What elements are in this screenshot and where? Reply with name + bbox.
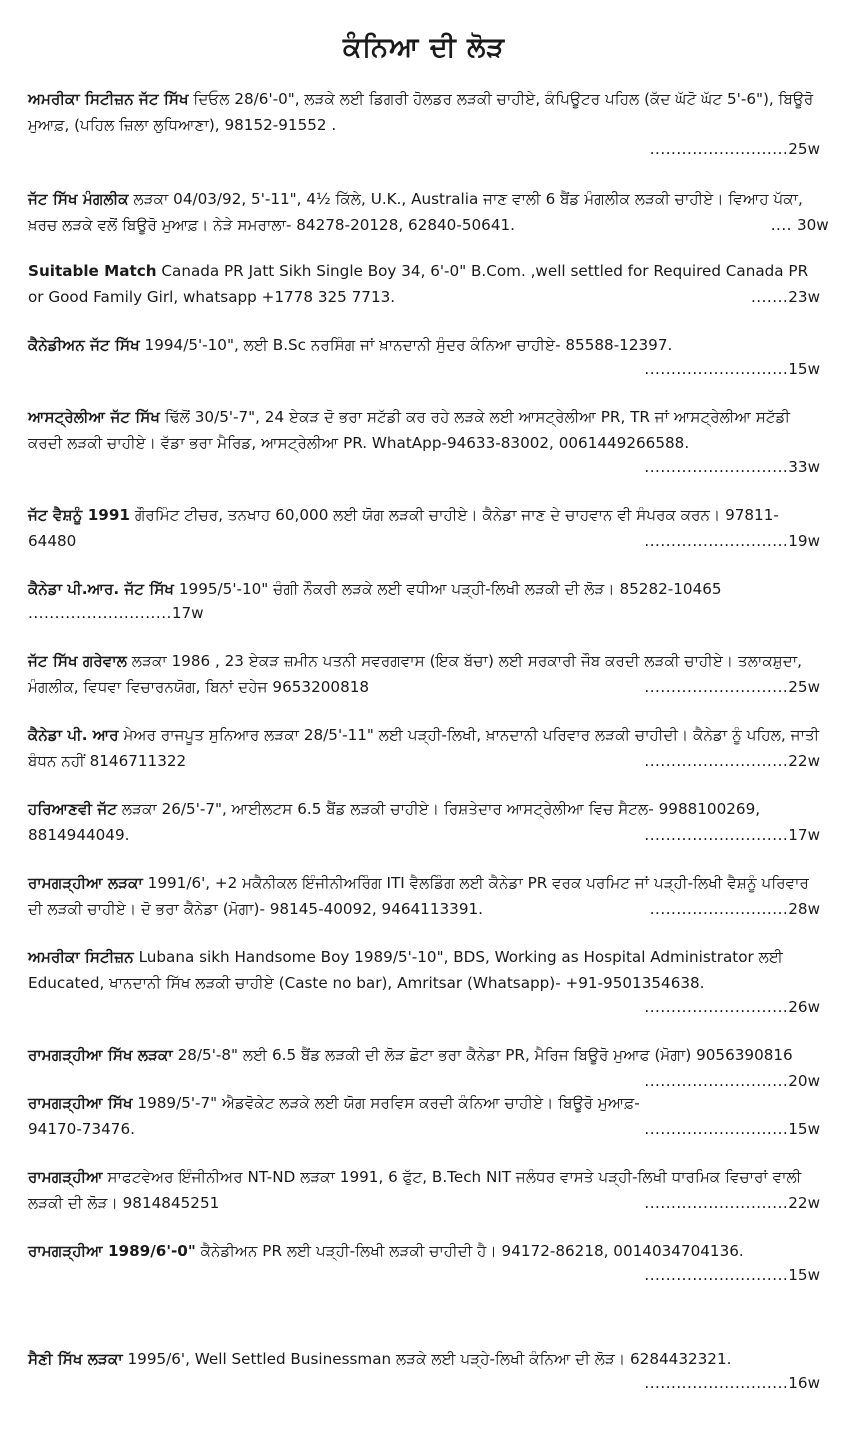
ad-code: 19w [788, 532, 820, 550]
ad-body: 1991/6', +2 ਮਕੈਨੀਕਲ ਇੰਜੀਨੀਅਰਿੰਗ ITI ਵੈਲਡਿੰਗ ਲਈ ਕੈਨੇਡਾ PR ਵਰਕ ਪਰਮਿਟ ਜਾਂ ਪੜ੍ਹੀ-ਲਿਖੀ ਵੈਸ਼ਨੂੰ ਪਰਿਵਾਰ ਦੀ ਲੜਕੀ ਚਾਹੀਏ। ਦੋ ਭਰਾ ਕੈਨੇਡਾ (ਮੋਗਾ)- 98145-40092, 9464113391. [28, 874, 809, 918]
ad-lead: ਅਮਰੀਕਾ ਸਿਟੀਜ਼ਨ ਜੱਟ ਸਿੱਖ [28, 90, 189, 108]
ad-body: ਲੜਕਾ 1986 , 23 ਏਕੜ ਜ਼ਮੀਨ ਪਤਨੀ ਸਵਰਗਵਾਸ (ਇਕ ਬੱਚਾ) ਲਈ ਸਰਕਾਰੀ ਜੌਬ ਕਰਦੀ ਲੜਕੀ ਚਾਹੀਏ। ਤਲਾਕਸ਼ੁਦਾ, ਮੰਗਲੀਕ, ਵਿਧਵਾ ਵਿਚਾਰਨਯੋਗ, ਬਿਨਾਂ ਦਹੇਜ 9653200818 [28, 652, 803, 696]
ad-dots: .......................... [649, 140, 789, 158]
ad-body: 1995/5'-10" ਚੰਗੀ ਨੌਕਰੀ ਲੜਕੇ ਲਈ ਵਧੀਆ ਪੜ੍ਹੀ-ਲਿਖੀ ਲੜਕੀ ਦੀ ਲੋੜ। 85282-10465 [174, 580, 722, 598]
ad-code: 26w [788, 998, 820, 1016]
ad-code: 23w [788, 288, 820, 306]
ad-body: ਗੌਰਮਿੰਟ ਟੀਚਰ, ਤਨਖਾਹ 60,000 ਲਈ ਯੋਗ ਲੜਕੀ ਚਾਹੀਏ। ਕੈਨੇਡਾ ਜਾਣ ਦੇ ਚਾਹਵਾਨ ਵੀ ਸੰਪਰਕ ਕਰਨ। 97811-64480 [28, 506, 779, 550]
ad-dots: ....... [750, 288, 789, 306]
ad-code: 25w [788, 140, 820, 158]
ad-dots: ........................... [644, 1072, 789, 1090]
ad-body: 1989/5'-7" ਐਡਵੋਕੇਟ ਲੜਕੇ ਲਈ ਯੋਗ ਸਰਵਿਸ ਕਰਦੀ ਕੰਨਿਆ ਚਾਹੀਏ। ਬਿਊਰੋ ਮੁਆਫ਼- 94170-73476. [28, 1094, 640, 1138]
ad-footer [28, 454, 820, 480]
ad-item [28, 1346, 820, 1396]
ad-lead: ਰਾਮਗੜ੍ਹੀਆ ਸਿੱਖ [28, 1094, 133, 1112]
ad-item [28, 332, 820, 382]
ad-item [28, 576, 820, 626]
ad-dots: ........................... [644, 458, 789, 476]
page-title: ਕੰਨਿਆ ਦੀ ਲੋੜ [342, 32, 506, 63]
ad-lead: ਰਾਮਗੜ੍ਹੀਆ [28, 1168, 103, 1186]
ad-item [28, 1238, 820, 1288]
ad-dots: ........................... [644, 1120, 789, 1138]
ad-dots: ........................... [28, 604, 172, 622]
ad-body: ਸਾਫਟਵੇਅਰ ਇੰਜੀਨੀਅਰ NT-ND ਲੜਕਾ 1991, 6 ਫੁੱਟ, B.Tech NIT ਜਲੰਧਰ ਵਾਸਤੇ ਪੜ੍ਹੀ-ਲਿਖੀ ਧਾਰਮਿਕ ਵਿਚਾਰਾਂ ਵਾਲੀ ਲੜਕੀ ਦੀ ਲੋੜ। 9814845251 [28, 1168, 802, 1212]
ad-body: ਕੈਨੇਡੀਅਨ PR ਲਈ ਪੜ੍ਹੀ-ਲਿਖੀ ਲੜਕੀ ਚਾਹੀਦੀ ਹੈ। 94172-86218, 0014034704136. [195, 1242, 744, 1260]
ad-body: ਮੇਅਰ ਰਾਜਪੂਤ ਸੁਨਿਆਰ ਲੜਕਾ 28/5'-11" ਲਈ ਪੜ੍ਹੀ-ਲਿਖੀ, ਖ਼ਾਨਦਾਨੀ ਪਰਿਵਾਰ ਲੜਕੀ ਚਾਹੀਦੀ। ਕੈਨੇਡਾ ਨੂੰ ਪਹਿਲ, ਜਾਤੀ ਬੰਧਨ ਨਹੀਂ 8146711322 [28, 726, 820, 770]
ad-item [28, 870, 820, 922]
ad-code: 22w [788, 752, 820, 770]
ad-body: ਢਿੱਲੋਂ 30/5'-7", 24 ਏਕੜ ਦੋ ਭਰਾ ਸਟੱਡੀ ਕਰ ਰਹੇ ਲੜਕੇ ਲਈ ਆਸਟ੍ਰੇਲੀਆ PR, TR ਜਾਂ ਆਸਟ੍ਰੇਲੀਆ ਸਟੱਡੀ ਕਰਦੀ ਲੜਕੀ ਚਾਹੀਏ। ਵੱਡਾ ਭਰਾ ਮੈਰਿਡ, ਆਸਟ੍ਰੇਲੀਆ PR. WhatApp-94633-83002, 0061449266588. [28, 408, 791, 452]
ad-item [28, 86, 820, 162]
ad-lead: ਹਰਿਆਣਵੀ ਜੱਟ [28, 800, 118, 818]
ad-code: 33w [788, 458, 820, 476]
ad-dots: ........................... [644, 998, 789, 1016]
ad-footer [28, 136, 820, 162]
ad-body: Lubana sikh Handsome Boy 1989/5'-10", BDS, Working as Hospital Administrator ਲਈ Educated, ਖਾਨਦਾਨੀ ਸਿੱਖ ਲੜਕੀ ਚਾਹੀਏ (Caste no bar), Amritsar (Whatsapp)- +91-9501354638. [28, 948, 783, 992]
ad-footer [28, 1370, 820, 1396]
ad-lead: ਅਮਰੀਕਾ ਸਿਟੀਜ਼ਨ [28, 948, 134, 966]
ad-body: ਦਿਓਲ 28/6'-0", ਲੜਕੇ ਲਈ ਡਿਗਰੀ ਹੋਲਡਰ ਲੜਕੀ ਚਾਹੀਏ, ਕੰਪਿਊਟਰ ਪਹਿਲ (ਕੱਦ ਘੱਟੋ ਘੱਟ 5'-6"), ਬਿਊਰੋ ਮੁਆਫ਼, (ਪਹਿਲ ਜ਼ਿਲਾ ਲੁਧਿਆਣਾ), 98152-91552 . [28, 90, 814, 134]
ad-footer [28, 1262, 820, 1288]
ad-dots: ........................... [644, 678, 789, 696]
ad-dots: ........................... [644, 1266, 789, 1284]
ad-item [28, 1042, 820, 1090]
ad-code: 15w [788, 1120, 820, 1138]
ad-body: ਲੜਕਾ 04/03/92, 5'-11", 4½ ਕਿੱਲੇ, U.K., Australia ਜਾਣ ਵਾਲੀ 6 ਬੈਂਡ ਮੰਗਲੀਕ ਲੜਕੀ ਚਾਹੀਏ। ਵਿਆਹ ਪੱਕਾ, ਖ਼ਰਚ ਲੜਕੇ ਵਲੋਂ ਬਿਊਰੋ ਮੁਆਫ਼। ਨੇੜੇ ਸਮਰਾਲਾ- 84278-20128, 62840-50641. [28, 190, 803, 234]
ad-lead: ਕੈਨੇਡੀਅਨ ਜੱਟ ਸਿੱਖ [28, 336, 140, 354]
ad-lead: Suitable Match [28, 262, 157, 280]
ad-code: 17w [171, 604, 204, 622]
ad-item [28, 722, 820, 774]
ad-body: ਲੜਕਾ 26/5'-7", ਆਈਲਟਸ 6.5 ਬੈਂਡ ਲੜਕੀ ਚਾਹੀਏ। ਰਿਸ਼ਤੇਦਾਰ ਆਸਟ੍ਰੇਲੀਆ ਵਿਚ ਸੈਟਲ- 9988100269, 8814944049. [28, 800, 761, 844]
ad-code: 17w [788, 826, 820, 844]
ad-dots: ........................... [644, 1374, 789, 1392]
ad-item [28, 796, 820, 848]
ad-body: 1995/6', Well Settled Businessman ਲੜਕੇ ਲਈ ਪੜ੍ਹੇ-ਲਿਖੀ ਕੰਨਿਆ ਦੀ ਲੋੜ। 6284432321. [122, 1350, 732, 1368]
ad-footer [28, 356, 820, 382]
ad-lead: ਆਸਟ੍ਰੇਲੀਆ ਜੱਟ ਸਿੱਖ [28, 408, 161, 426]
ad-lead: ਜੱਟ ਵੈਸ਼ਨੂੰ 1991 [28, 506, 130, 524]
ad-code: 16w [788, 1374, 820, 1392]
ad-item [28, 944, 820, 1020]
ad-item [28, 648, 820, 700]
ad-dots: ........................... [644, 826, 789, 844]
ad-item [28, 258, 820, 310]
ad-code: 25w [788, 678, 820, 696]
ad-item [28, 1164, 820, 1216]
ad-lead: ਜੱਟ ਸਿੱਖ ਮੰਗਲੀਕ [28, 190, 129, 208]
ad-body: 28/5'-8" ਲਈ 6.5 ਬੈਂਡ ਲੜਕੀ ਦੀ ਲੋੜ ਛੋਟਾ ਭਰਾ ਕੈਨੇਡਾ PR, ਮੈਰਿਜ ਬਿਊਰੋ ਮੁਆਫ (ਮੋਗਾ) 9056390816 [172, 1046, 793, 1064]
ad-code: 28w [788, 900, 820, 918]
ad-item [28, 502, 820, 554]
ad-item [28, 1090, 820, 1142]
ad-code: 20w [788, 1072, 820, 1090]
ad-lead: ਰਾਮਗੜ੍ਹੀਆ ਲੜਕਾ [28, 874, 143, 892]
ad-dots: ........................... [644, 1194, 789, 1212]
ad-dots: ........................... [644, 532, 789, 550]
ad-footer [28, 994, 820, 1020]
ad-item [28, 404, 820, 480]
ad-body: 1994/5'-10", ਲਈ B.Sc ਨਰਸਿੰਗ ਜਾਂ ਖ਼ਾਨਦਾਨੀ ਸੁੰਦਰ ਕੰਨਿਆ ਚਾਹੀਏ- 85588-12397. [139, 336, 673, 354]
ad-lead: ਰਾਮਗੜ੍ਹੀਆ 1989/6'-0" [28, 1242, 196, 1260]
ad-code: 22w [788, 1194, 820, 1212]
ad-lead: ਕੈਨੇਡਾ ਪੀ. ਆਰ [28, 726, 119, 744]
ad-dots: .......................... [649, 900, 789, 918]
ad-lead: ਕੈਨੇਡਾ ਪੀ.ਆਰ. ਜੱਟ ਸਿੱਖ [28, 580, 175, 598]
ad-dots: ........................... [644, 752, 789, 770]
ad-code: 15w [788, 1266, 820, 1284]
ad-lead: ਜੱਟ ਸਿੱਖ ਗਰੇਵਾਲ [28, 652, 127, 670]
ad-body: Canada PR Jatt Sikh Single Boy 34, 6'-0" B.Com. ,well settled for Required Canada PR or Good Family Girl, whatsapp +1778 325 7713. [28, 262, 809, 306]
ad-footer [28, 600, 820, 626]
ad-dots: .... [770, 216, 792, 234]
ad-code: 15w [788, 360, 820, 378]
ad-lead: ਰਾਮਗੜ੍ਹੀਆ ਸਿੱਖ ਲੜਕਾ [28, 1046, 173, 1064]
ad-item [28, 186, 829, 238]
ad-code: 30w [796, 216, 829, 234]
ad-dots: ........................... [644, 360, 789, 378]
ad-lead: ਸੈਣੀ ਸਿੱਖ ਲੜਕਾ [28, 1350, 123, 1368]
